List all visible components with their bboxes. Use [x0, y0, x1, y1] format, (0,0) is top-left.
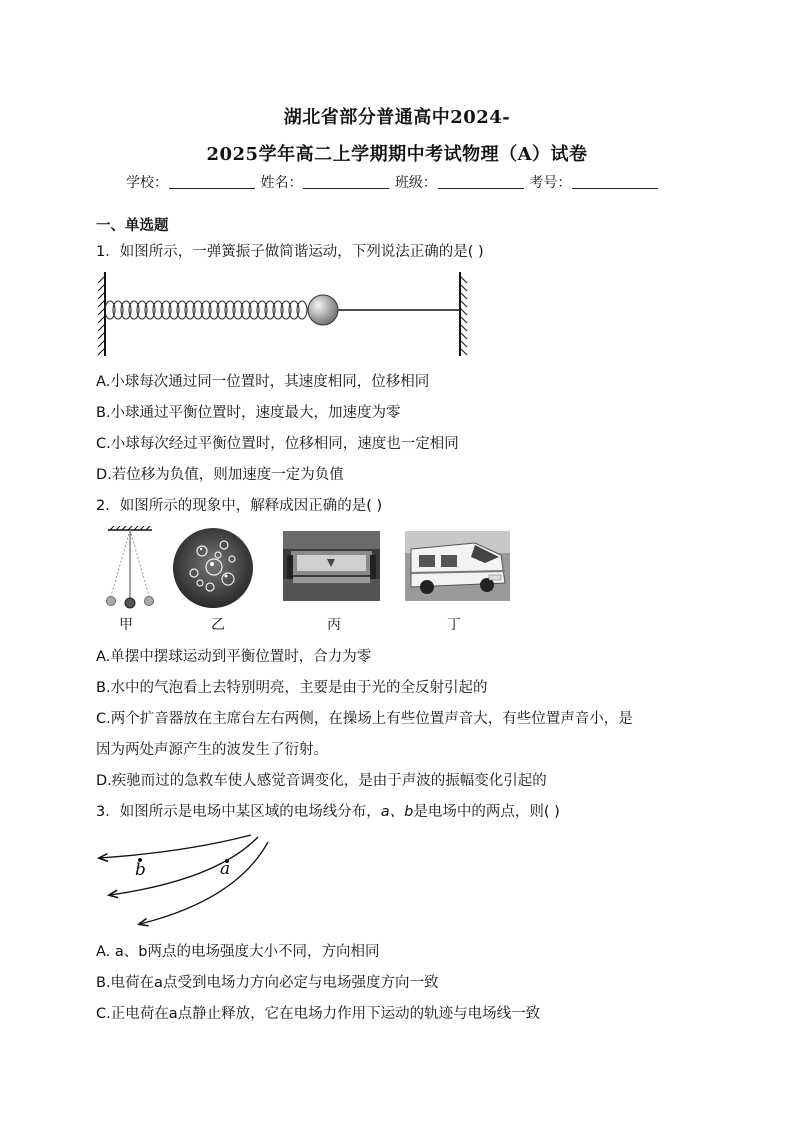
- q1-option-b: B.小球通过平衡位置时，速度最大，加速度为零: [96, 405, 401, 421]
- figure-label-ding: 丁: [447, 617, 461, 633]
- q2-option-d: D.疾驰而过的急救车使人感觉音调变化，是由于声波的振幅变化引起的: [96, 773, 547, 789]
- school-blank[interactable]: [169, 174, 255, 189]
- q3-option-c: C.正电荷在a点静止释放，它在电场力作用下运动的轨迹与电场线一致: [96, 1006, 541, 1022]
- q1-option-a: A.小球每次通过同一位置时，其速度相同，位移相同: [96, 374, 430, 390]
- q1-option-c: C.小球每次经过平衡位置时，位移相同，速度也一定相同: [96, 436, 459, 452]
- spring-oscillator-figure: [96, 270, 476, 360]
- figure-label-bing: 丙: [327, 617, 341, 633]
- school-label: 学校：: [126, 175, 168, 191]
- name-blank[interactable]: [303, 174, 389, 189]
- q2-option-c: C.两个扩音器放在主席台左右两侧，在操场上有些位置声音大，有些位置声音小，是: [96, 711, 633, 727]
- q3-stem-vars: a、b: [380, 804, 414, 820]
- figure-label-yi: 乙: [211, 617, 225, 633]
- exam-title-line2: 2025学年高二上学期期中考试物理（A）试卷: [206, 144, 588, 165]
- q3-option-b: B.电荷在a点受到电场力方向必定与电场强度方向一致: [96, 975, 439, 991]
- pendulum-figure: [100, 526, 160, 612]
- auditorium-figure: [283, 531, 380, 601]
- bubbles-figure: [172, 527, 254, 609]
- electric-field-lines-figure: [96, 830, 276, 930]
- q3-stem-pre: 3．如图所示是电场中某区域的电场线分布，: [96, 804, 381, 820]
- name-label: 姓名：: [260, 175, 303, 191]
- point-label-a: a: [220, 859, 231, 879]
- q3-stem: [96, 800, 560, 821]
- student-info-row: [126, 172, 659, 192]
- q1-stem: 1．如图所示，一弹簧振子做简谐运动，下列说法正确的是( ): [96, 244, 484, 260]
- q3-option-a: A. a、b两点的电场强度大小不同，方向相同: [96, 944, 380, 960]
- q1-option-d: D.若位移为负值，则加速度一定为负值: [96, 467, 344, 483]
- q2-option-a: A.单摆中摆球运动到平衡位置时，合力为零: [96, 649, 372, 665]
- class-label: 班级：: [394, 175, 437, 191]
- q3-stem-post: 是电场中的两点，则( ): [413, 804, 560, 820]
- exam-no-label: 考号：: [529, 175, 572, 191]
- exam-no-blank[interactable]: [572, 174, 658, 189]
- ambulance-figure: [405, 531, 510, 601]
- point-label-b: b: [135, 860, 146, 880]
- class-blank[interactable]: [438, 174, 524, 189]
- section-heading: 一、单选题: [96, 218, 169, 234]
- exam-title-line1: 湖北省部分普通高中2024-: [283, 107, 511, 128]
- q2-stem: 2．如图所示的现象中，解释成因正确的是( ): [96, 498, 383, 514]
- q2-option-b: B.水中的气泡看上去特别明亮，主要是由于光的全反射引起的: [96, 680, 488, 696]
- q2-option-c-continued: 因为两处声源产生的波发生了衍射。: [96, 742, 328, 758]
- figure-label-jia: 甲: [119, 617, 133, 633]
